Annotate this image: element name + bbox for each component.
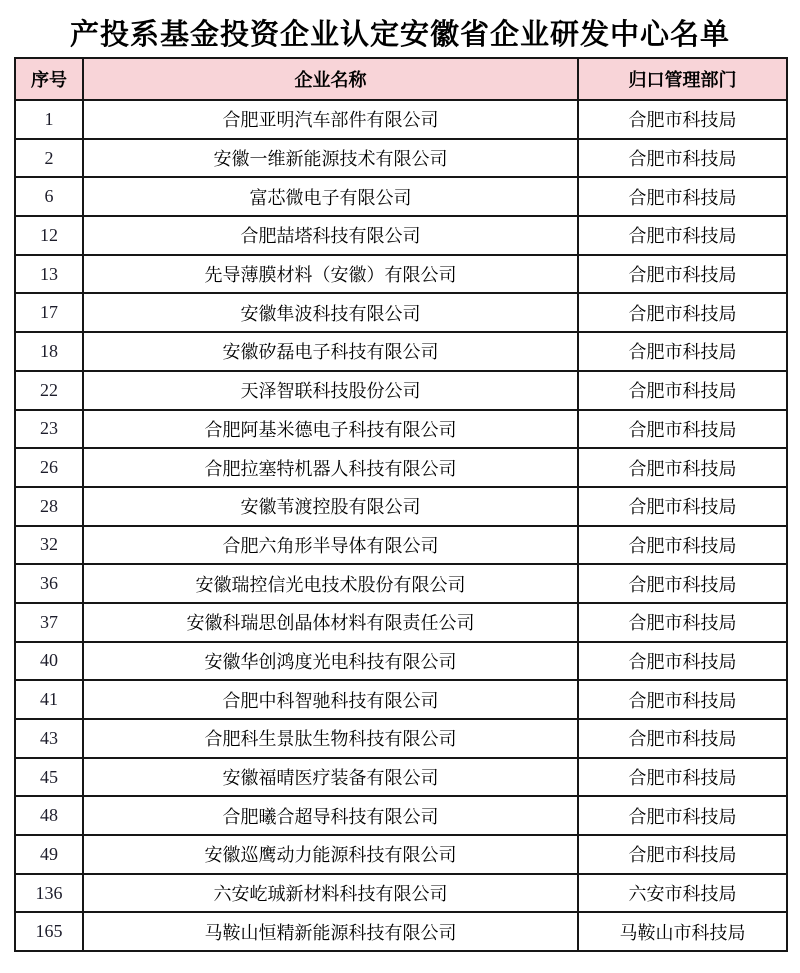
row-index-cell: 41 (15, 680, 83, 719)
company-name-cell: 安徽华创鸿度光电科技有限公司 (83, 642, 578, 681)
company-name-cell: 六安屹珹新材料科技有限公司 (83, 874, 578, 913)
department-cell: 合肥市科技局 (578, 332, 787, 371)
department-cell: 合肥市科技局 (578, 758, 787, 797)
table-row (15, 100, 787, 139)
table-row (15, 487, 787, 526)
row-index-cell: 6 (15, 177, 83, 216)
company-name-cell: 合肥喆塔科技有限公司 (83, 216, 578, 255)
row-index-cell: 136 (15, 874, 83, 913)
row-index-cell: 49 (15, 835, 83, 874)
row-index-cell: 43 (15, 719, 83, 758)
row-index-cell: 165 (15, 912, 83, 951)
company-name-cell: 安徽一维新能源技术有限公司 (83, 139, 578, 178)
table-row (15, 796, 787, 835)
department-cell: 合肥市科技局 (578, 680, 787, 719)
header-index: 序号 (15, 58, 83, 100)
table-body (15, 100, 787, 951)
row-index-cell: 40 (15, 642, 83, 681)
table-row (15, 177, 787, 216)
company-name-cell: 合肥亚明汽车部件有限公司 (83, 100, 578, 139)
table-row (15, 139, 787, 178)
department-cell: 合肥市科技局 (578, 719, 787, 758)
department-cell: 合肥市科技局 (578, 835, 787, 874)
table-row (15, 835, 787, 874)
company-name-cell: 合肥曦合超导科技有限公司 (83, 796, 578, 835)
row-index-cell: 45 (15, 758, 83, 797)
company-name-cell: 安徽苇渡控股有限公司 (83, 487, 578, 526)
table-row (15, 371, 787, 410)
department-cell: 合肥市科技局 (578, 177, 787, 216)
company-name-cell: 合肥中科智驰科技有限公司 (83, 680, 578, 719)
department-cell: 合肥市科技局 (578, 255, 787, 294)
table-row (15, 564, 787, 603)
row-index-cell: 23 (15, 410, 83, 449)
table-row (15, 410, 787, 449)
table-row (15, 642, 787, 681)
company-name-cell: 安徽巡鹰动力能源科技有限公司 (83, 835, 578, 874)
table-row (15, 680, 787, 719)
row-index-cell: 36 (15, 564, 83, 603)
header-row (15, 58, 787, 100)
table-row (15, 255, 787, 294)
department-cell: 合肥市科技局 (578, 448, 787, 487)
row-index-cell: 26 (15, 448, 83, 487)
header-company-name: 企业名称 (83, 58, 578, 100)
table-row (15, 758, 787, 797)
department-cell: 合肥市科技局 (578, 487, 787, 526)
company-roster-table (14, 57, 788, 952)
department-cell: 合肥市科技局 (578, 293, 787, 332)
table-row (15, 332, 787, 371)
company-name-cell: 富芯微电子有限公司 (83, 177, 578, 216)
department-cell: 合肥市科技局 (578, 564, 787, 603)
table-row (15, 719, 787, 758)
table-row (15, 216, 787, 255)
department-cell: 合肥市科技局 (578, 410, 787, 449)
row-index-cell: 28 (15, 487, 83, 526)
table-header (15, 58, 787, 100)
row-index-cell: 1 (15, 100, 83, 139)
row-index-cell: 2 (15, 139, 83, 178)
header-department: 归口管理部门 (578, 58, 787, 100)
department-cell: 合肥市科技局 (578, 526, 787, 565)
company-name-cell: 安徽矽磊电子科技有限公司 (83, 332, 578, 371)
table-row (15, 448, 787, 487)
company-name-cell: 合肥科生景肽生物科技有限公司 (83, 719, 578, 758)
row-index-cell: 12 (15, 216, 83, 255)
company-name-cell: 天泽智联科技股份公司 (83, 371, 578, 410)
company-name-cell: 合肥六角形半导体有限公司 (83, 526, 578, 565)
row-index-cell: 13 (15, 255, 83, 294)
row-index-cell: 18 (15, 332, 83, 371)
row-index-cell: 22 (15, 371, 83, 410)
page-title: 产投系基金投资企业认定安徽省企业研发中心名单 (69, 19, 730, 51)
company-name-cell: 安徽福晴医疗装备有限公司 (83, 758, 578, 797)
department-cell: 合肥市科技局 (578, 139, 787, 178)
department-cell: 合肥市科技局 (578, 642, 787, 681)
table-row (15, 526, 787, 565)
table-row (15, 912, 787, 951)
company-name-cell: 合肥阿基米德电子科技有限公司 (83, 410, 578, 449)
company-name-cell: 安徽科瑞思创晶体材料有限责任公司 (83, 603, 578, 642)
row-index-cell: 48 (15, 796, 83, 835)
company-name-cell: 安徽隼波科技有限公司 (83, 293, 578, 332)
company-name-cell: 合肥拉塞特机器人科技有限公司 (83, 448, 578, 487)
company-name-cell: 先导薄膜材料（安徽）有限公司 (83, 255, 578, 294)
department-cell: 合肥市科技局 (578, 216, 787, 255)
row-index-cell: 32 (15, 526, 83, 565)
company-name-cell: 安徽瑞控信光电技术股份有限公司 (83, 564, 578, 603)
department-cell: 合肥市科技局 (578, 796, 787, 835)
table-row (15, 874, 787, 913)
row-index-cell: 17 (15, 293, 83, 332)
row-index-cell: 37 (15, 603, 83, 642)
table-row (15, 603, 787, 642)
company-name-cell: 马鞍山恒精新能源科技有限公司 (83, 912, 578, 951)
table-row (15, 293, 787, 332)
department-cell: 合肥市科技局 (578, 603, 787, 642)
department-cell: 合肥市科技局 (578, 100, 787, 139)
department-cell: 马鞍山市科技局 (578, 912, 787, 951)
department-cell: 合肥市科技局 (578, 371, 787, 410)
department-cell: 六安市科技局 (578, 874, 787, 913)
